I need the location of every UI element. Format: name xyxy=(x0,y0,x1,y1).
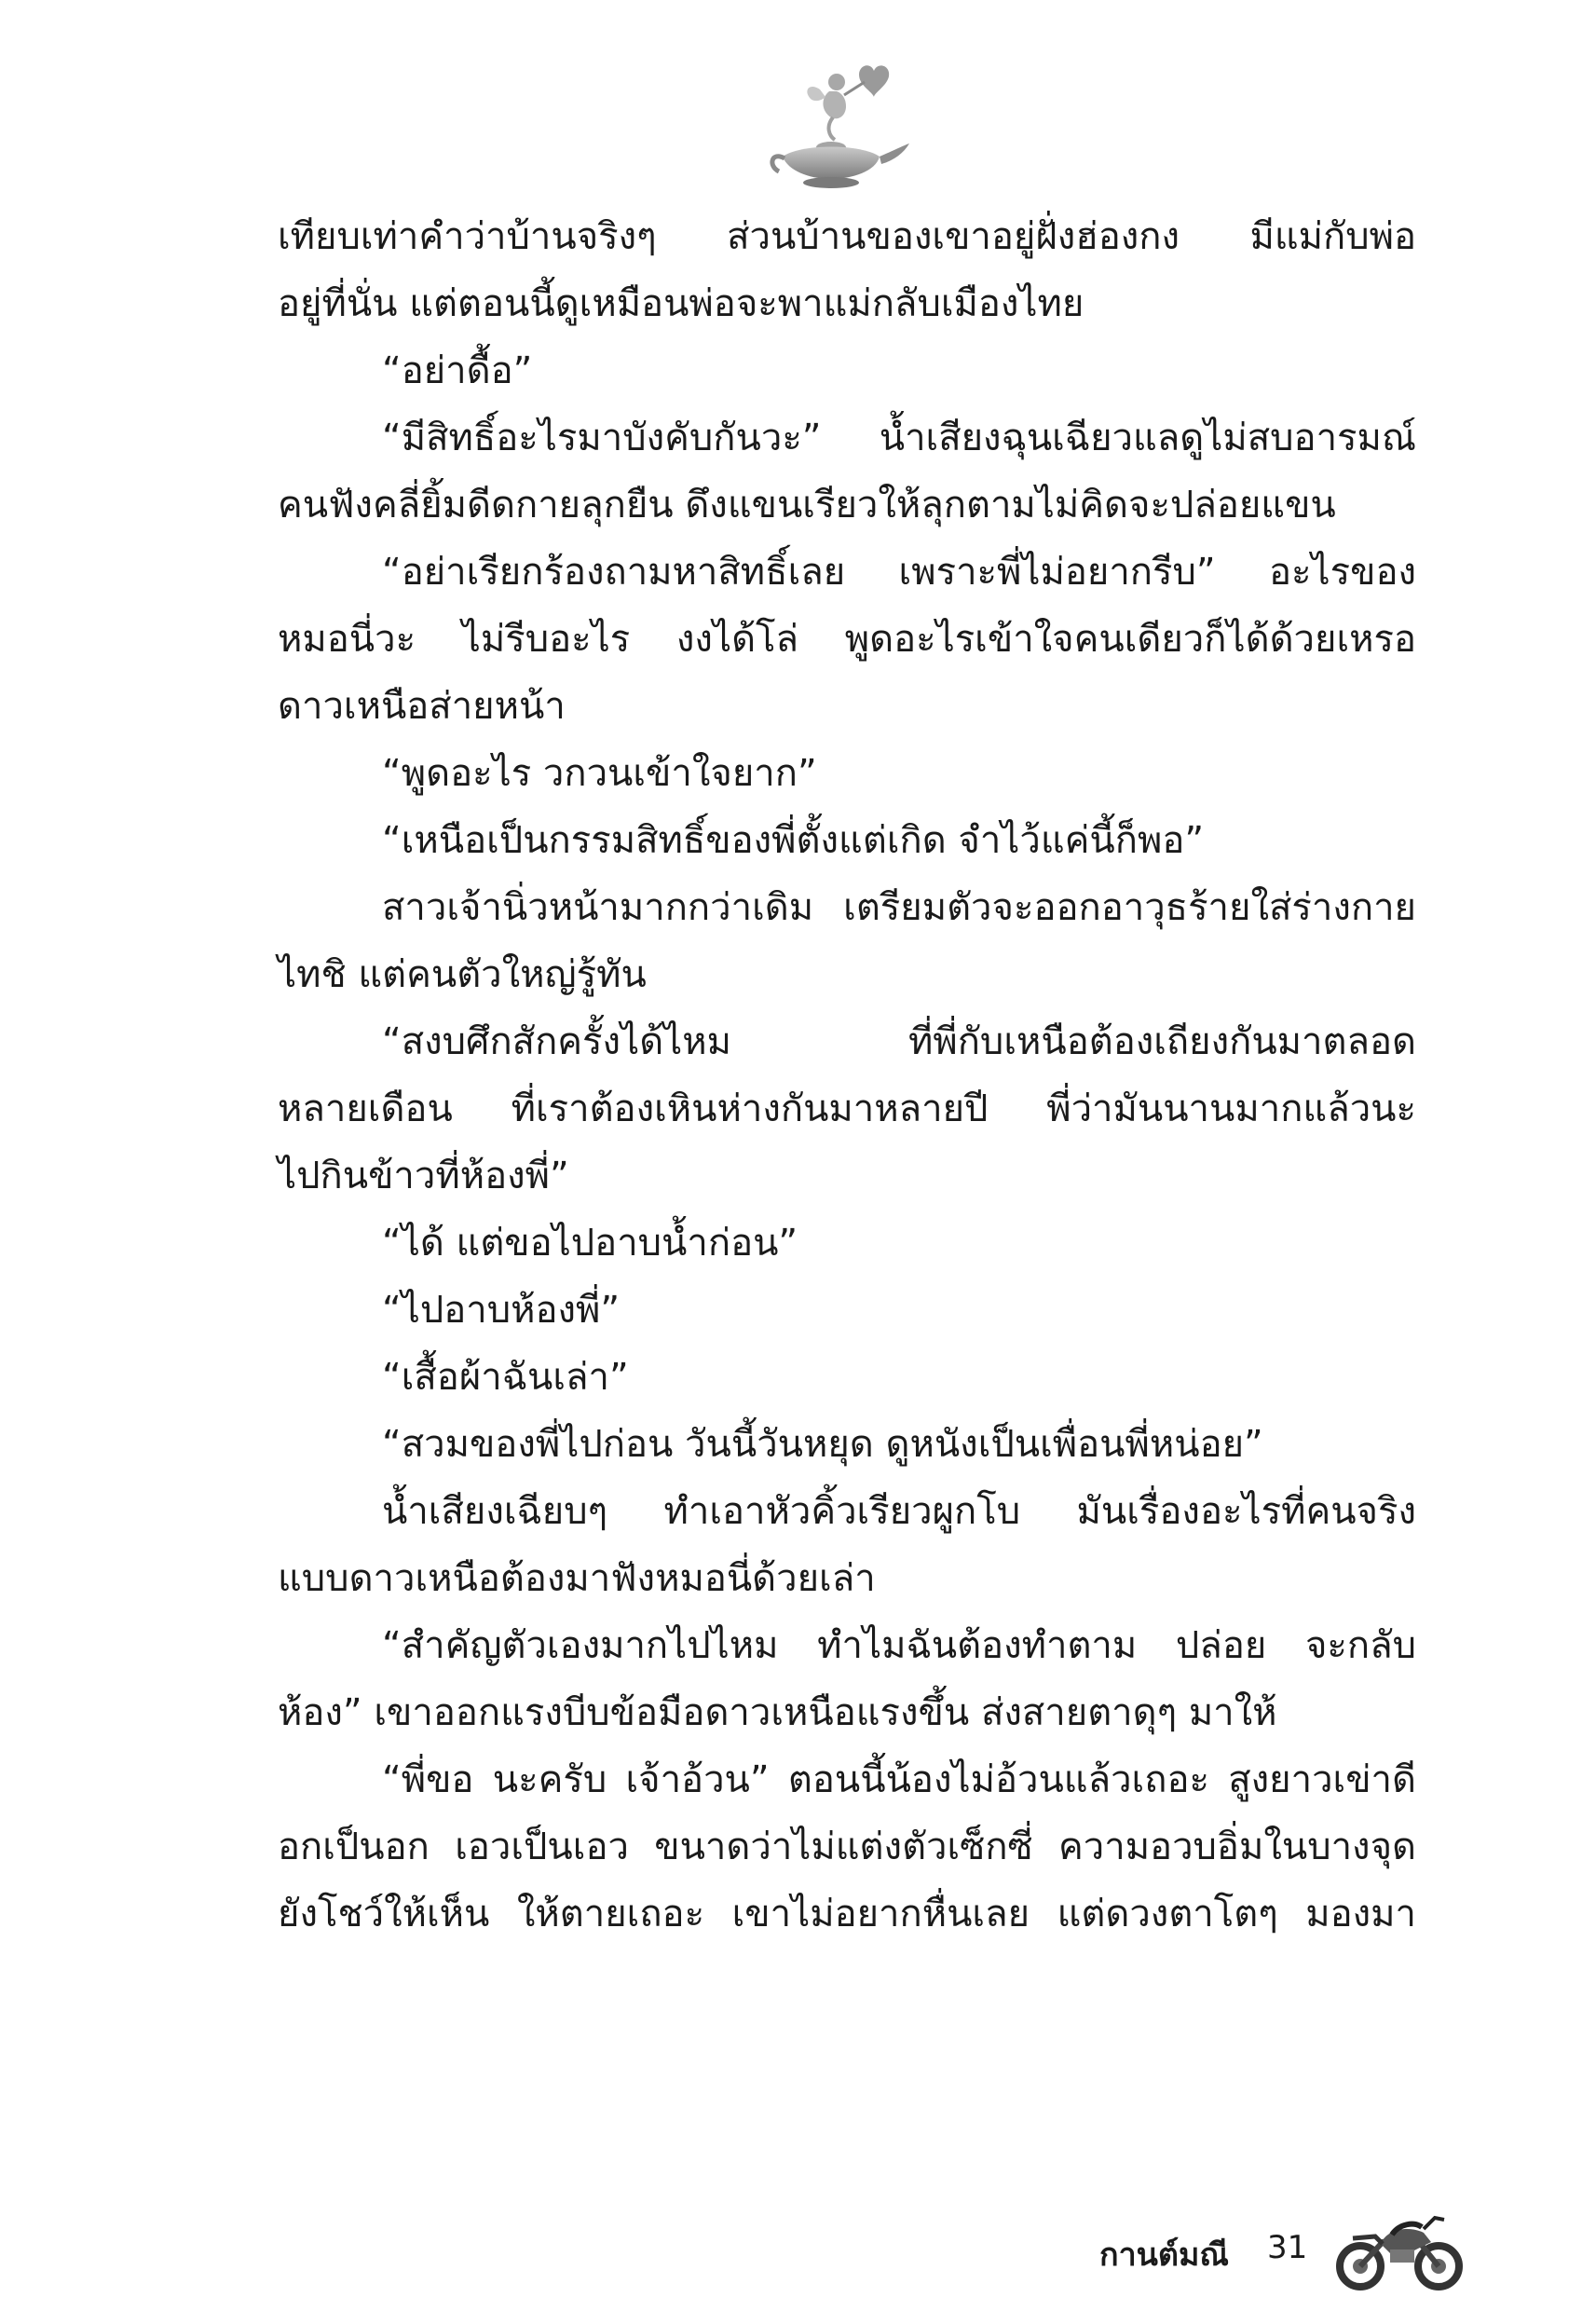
page-footer xyxy=(0,2201,1596,2304)
text-line: หมอนี่วะ ไม่รีบอะไร งงได้โล่ พูดอะไรเข้าใจคนเดียวก็ได้ด้วยเหรอ xyxy=(278,618,1416,661)
text-line: ห้อง” เขาออกแรงบีบข้อมือดาวเหนือแรงขึ้น ส่งสายตาดุๆ มาให้ xyxy=(278,1691,1277,1734)
text-line: “เสื้อผ้าฉันเล่า” xyxy=(382,1356,629,1399)
genie-lamp-cupid-icon xyxy=(755,54,913,194)
text-line: “พูดอะไร วกวนเข้าใจยาก” xyxy=(382,752,817,795)
page-number: 31 xyxy=(1267,2229,1308,2266)
text-line: “สวมของพี่ไปก่อน วันนี้วันหยุด ดูหนังเป็นเพื่อนพี่หน่อย” xyxy=(382,1423,1263,1466)
text-line: “พี่ขอ นะครับ เจ้าอ้วน” ตอนนี้น้องไม่อ้วนแล้วเถอะ สูงยาวเข่าดี xyxy=(382,1758,1416,1801)
text-line: “อย่าดื้อ” xyxy=(382,349,533,392)
text-line: “เหนือเป็นกรรมสิทธิ์ของพี่ตั้งแต่เกิด จำไว้แค่นี้ก็พอ” xyxy=(382,819,1205,862)
text-line: อกเป็นอก เอวเป็นเอว ขนาดว่าไม่แต่งตัวเซ็กซี่ ความอวบอิ่มในบางจุด xyxy=(278,1826,1416,1868)
text-line: ดาวเหนือส่ายหน้า xyxy=(278,685,566,728)
text-line: เทียบเท่าคำว่าบ้านจริงๆ ส่วนบ้านของเขาอยู่ฝั่งฮ่องกง มีแม่กับพ่อ xyxy=(278,215,1416,258)
text-line: “มีสิทธิ์อะไรมาบังคับกันวะ” น้ำเสียงฉุนเฉียวแลดูไม่สบอารมณ์ xyxy=(382,417,1416,459)
text-line: แบบดาวเหนือต้องมาฟังหมอนี่ด้วยเล่า xyxy=(278,1557,876,1600)
text-line: ไทชิ แต่คนตัวใหญ่รู้ทัน xyxy=(278,953,647,996)
text-line: “สำคัญตัวเองมากไปไหม ทำไมฉันต้องทำตาม ปล่อย จะกลับ xyxy=(382,1624,1416,1667)
text-line: หลายเดือน ที่เราต้องเหินห่างกันมาหลายปี พี่ว่ามันนานมากแล้วนะ xyxy=(278,1087,1416,1130)
text-line: “ได้ แต่ขอไปอาบน้ำก่อน” xyxy=(382,1222,798,1265)
text-line: คนฟังคลี่ยิ้มดีดกายลุกยืน ดึงแขนเรียวให้ลุกตามไม่คิดจะปล่อยแขน xyxy=(278,484,1336,526)
text-line: “ไปอาบห้องพี่” xyxy=(382,1289,621,1332)
text-line: ยังโชว์ให้เห็น ให้ตายเถอะ เขาไม่อยากหื่นเลย แต่ดวงตาโตๆ มองมา xyxy=(278,1893,1416,1935)
author-name: กานต์มณี xyxy=(1099,2236,1229,2274)
text-line: ไปกินข้าวที่ห้องพี่” xyxy=(278,1155,569,1197)
text-line: สาวเจ้านิ่วหน้ามากกว่าเดิม เตรียมตัวจะออกอาวุธร้ายใส่ร่างกาย xyxy=(382,886,1416,929)
text-line: “อย่าเรียกร้องถามหาสิทธิ์เลย เพราะพี่ไม่อยากรีบ” อะไรของ xyxy=(382,551,1416,594)
text-line: อยู่ที่นั่น แต่ตอนนี้ดูเหมือนพ่อจะพาแม่กลับเมืองไทย xyxy=(278,282,1084,325)
motorcycle-icon xyxy=(1334,2201,1465,2294)
text-line: “สงบศึกสักครั้งได้ไหม ที่พี่กับเหนือต้องเถียงกันมาตลอด xyxy=(382,1020,1416,1063)
body-text xyxy=(278,203,1416,1948)
text-line: น้ำเสียงเฉียบๆ ทำเอาหัวคิ้วเรียวผูกโบ มันเรื่องอะไรที่คนจริง xyxy=(382,1490,1416,1533)
